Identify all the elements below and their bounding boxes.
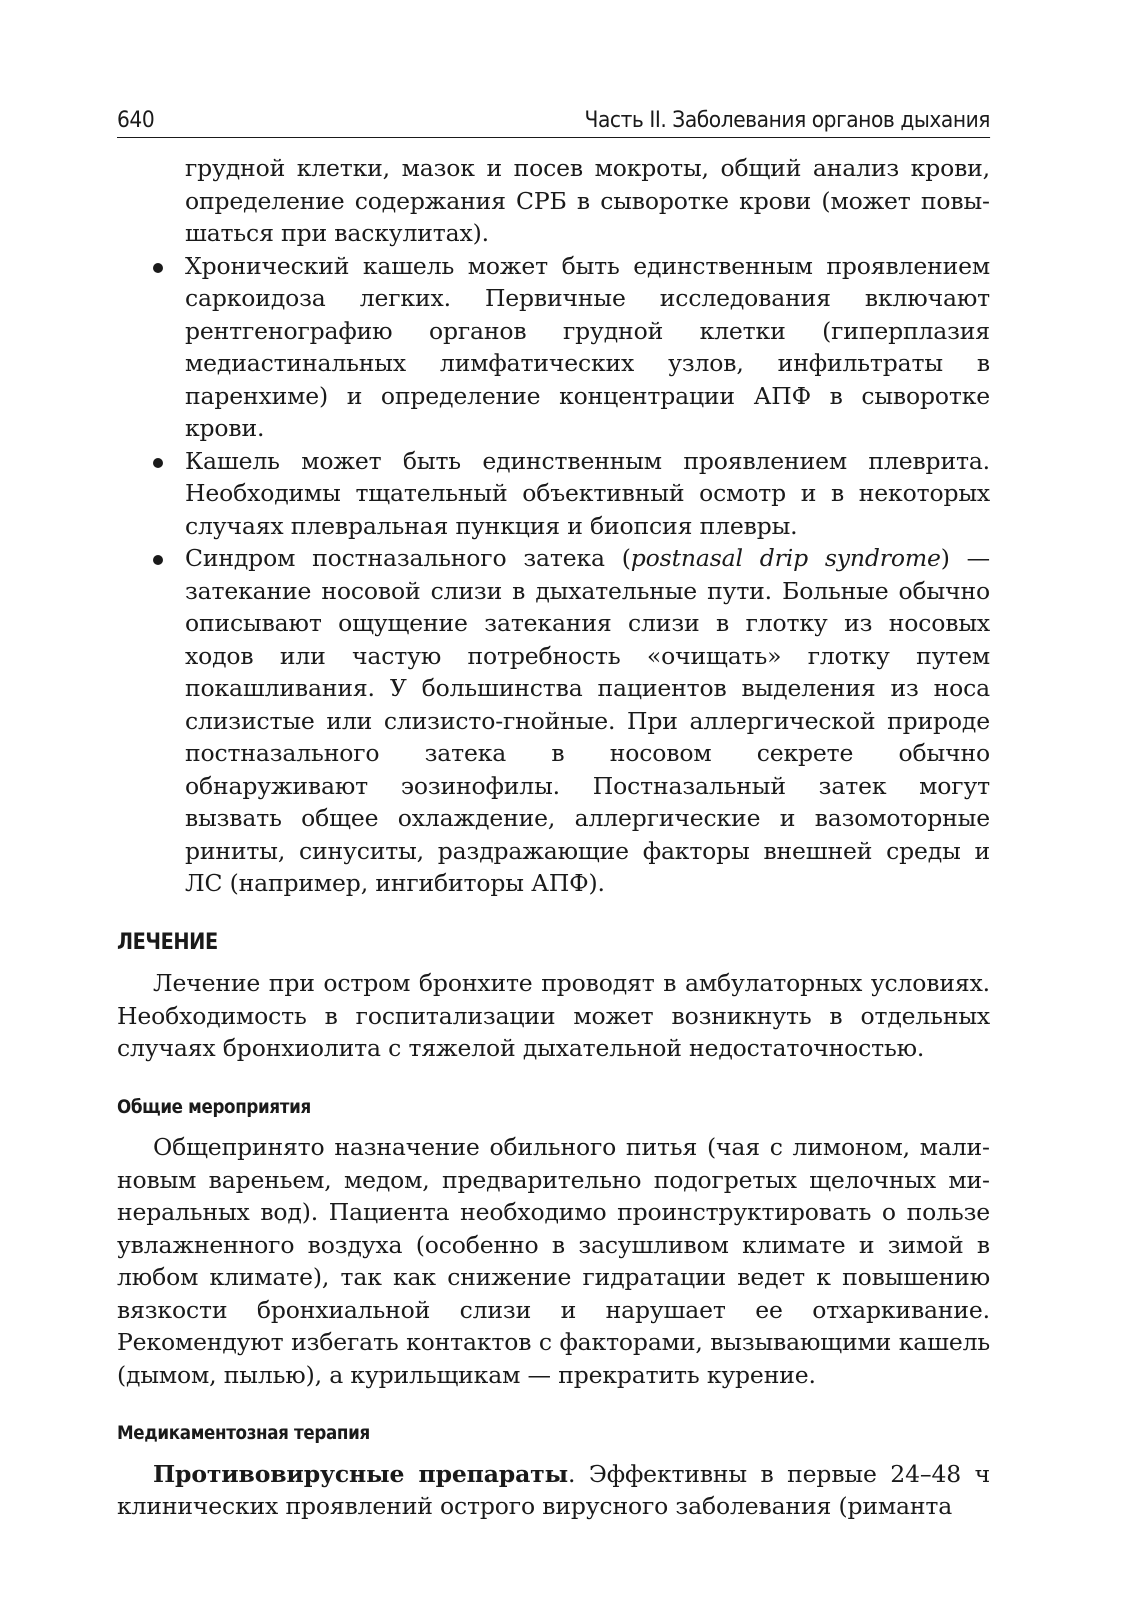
bullet-list <box>117 250 990 900</box>
bullet-icon <box>153 263 163 273</box>
treatment-paragraph: Лечение при остром бронхите проводят в амбулаторных условиях. Необходимость в госпитализации может возникнуть в отдельных случаях бронхиолита с тяжелой дыхательной недостаточностью. <box>117 969 990 1062</box>
list-item-italic-term: postnasal drip syndrome <box>630 544 941 572</box>
continued-paragraph: грудной клетки, мазок и посев мокроты, общий анализ крови, определение содержания СРБ в сыворотке крови (может повышаться при васкулитах). <box>185 154 990 247</box>
drug-therapy-paragraph <box>117 1458 990 1523</box>
bullet-icon <box>153 555 163 565</box>
section-heading-treatment: ЛЕЧЕНИЕ <box>117 929 218 955</box>
list-item-text-start: Синдром постназального затека ( <box>185 544 631 572</box>
list-item-text-end: ) — затекание носовой слизи в дыхательные пути. Больные обычно описывают ощущение затекания слизи в глотку из носовых ходов или частую потребность «очищать» глотку путем покашливания. У большинства пациентов выделения из носа слизистые или слизисто-гнойные. При аллергической природе постназального затека в носовом секрете обычно обнаруживают эозинофилы. Постназальный затек могут вызвать общее охлаждение, аллергические и вазомоторные риниты, синуситы, раздражающие факторы внешней среды и ЛС (например, ингибиторы АПФ). <box>185 544 990 897</box>
list-item <box>117 445 990 543</box>
subsection-heading-drug-therapy: Медикаментозная терапия <box>117 1422 370 1444</box>
running-header <box>117 108 990 138</box>
general-measures-paragraph: Общепринято назначение обильного питья (чая с лимоном, малиновым вареньем, медом, предварительно подогретых щелочных минеральных вод). Пациента необходимо проинструктировать о пользе увлажненного воздуха (особенно в засушливом климате и зимой в любом климате), так как снижение гидратации ведет к повышению вязкости бронхиальной слизи и нарушает ее отхаркивание. Рекомендуют избегать контактов с факторами, вызывающими кашель (дымом, пылью), а курильщикам — прекратить курение. <box>117 1133 990 1389</box>
subsection-heading-general: Общие мероприятия <box>117 1095 311 1118</box>
list-item <box>117 542 990 900</box>
page-number: 640 <box>117 108 155 133</box>
list-item-text: Кашель может быть единственным проявлением плеврита. Необходимы тщательный объективный осмотр и в некоторых случаях плевральная пункция и биопсия плевры. <box>185 446 990 540</box>
bullet-icon <box>153 458 163 468</box>
antiviral-lead-term: Противовирусные препараты <box>153 1459 568 1488</box>
book-page <box>117 108 990 1523</box>
list-item <box>117 250 990 445</box>
list-item-text: Хронический кашель может быть единственным проявлением саркоидоза легких. Первичные исследования включают рентгенографию органов грудной клетки (гиперплазия медиастинальных лимфатических узлов, инфильтраты в паренхиме) и определение концентрации АПФ в сыворотке крови. <box>185 251 990 442</box>
chapter-title: Часть II. Заболевания органов дыхания <box>584 108 991 133</box>
drug-therapy-text: . Эффективны в первые 24–48 ч клинических проявлений острого вирусного заболевания (риманта <box>117 1459 991 1520</box>
